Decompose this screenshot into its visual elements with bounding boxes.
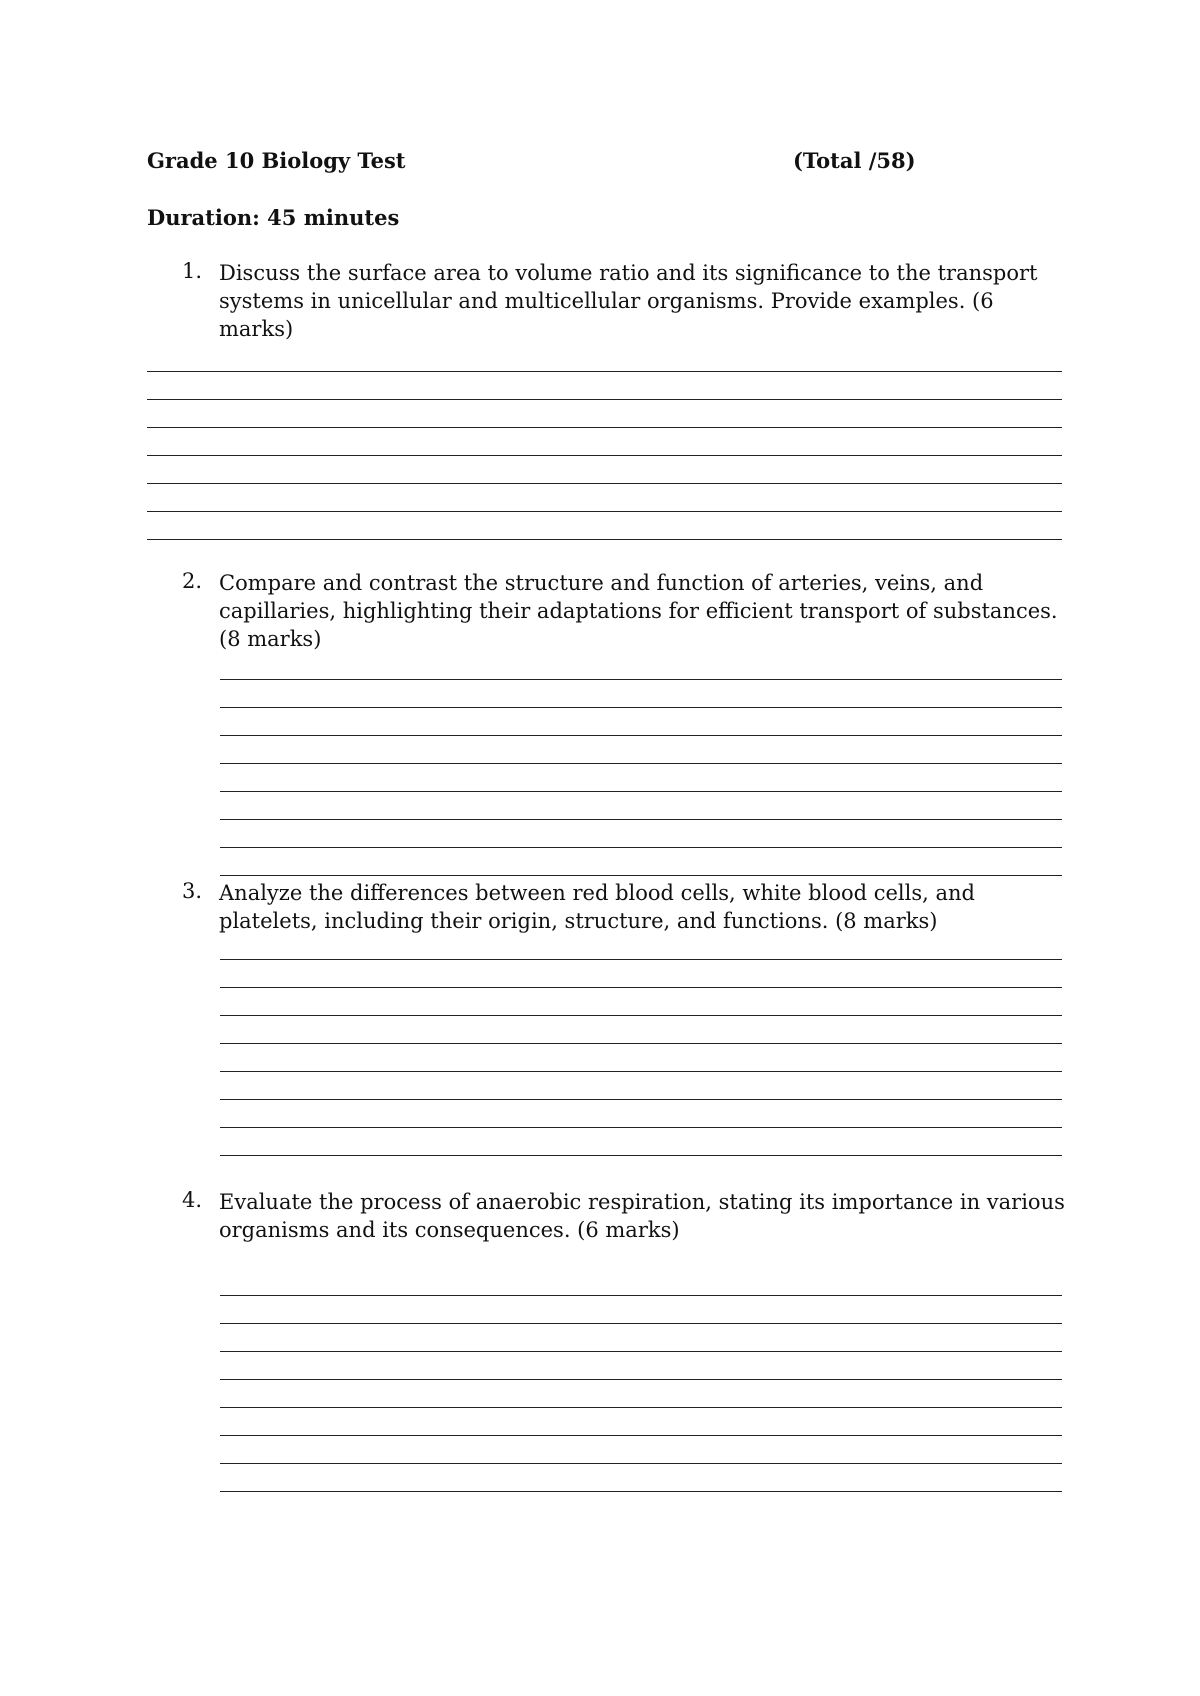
answer-line[interactable] (220, 763, 1062, 764)
answer-line[interactable] (147, 427, 1062, 428)
answer-line[interactable] (220, 1127, 1062, 1128)
test-header (147, 148, 1047, 178)
answer-line[interactable] (220, 819, 1062, 820)
question-3 (147, 879, 1067, 1179)
answer-line[interactable] (220, 1323, 1062, 1324)
answer-area[interactable] (220, 959, 1062, 1159)
test-title: Grade 10 Biology Test (147, 148, 406, 173)
question-number: 4. (182, 1188, 203, 1212)
answer-line[interactable] (220, 679, 1062, 680)
question-text: Analyze the differences between red blood cells, white blood cells, and platelets, including their origin, structure, and functions. (8 marks) (219, 881, 975, 933)
answer-line[interactable] (220, 735, 1062, 736)
answer-line[interactable] (220, 1155, 1062, 1156)
answer-line[interactable] (220, 1295, 1062, 1296)
answer-line[interactable] (147, 539, 1062, 540)
answer-line[interactable] (147, 371, 1062, 372)
answer-line[interactable] (220, 1407, 1062, 1408)
answer-line[interactable] (220, 1015, 1062, 1016)
answer-line[interactable] (220, 1071, 1062, 1072)
question-number: 3. (182, 879, 203, 903)
question-4 (147, 1188, 1067, 1508)
answer-line[interactable] (220, 987, 1062, 988)
answer-line[interactable] (220, 1463, 1062, 1464)
answer-line[interactable] (220, 1435, 1062, 1436)
answer-line[interactable] (220, 707, 1062, 708)
question-number: 2. (182, 569, 203, 593)
answer-line[interactable] (220, 791, 1062, 792)
answer-area[interactable] (147, 371, 1062, 541)
total-marks: (Total /58) (793, 148, 916, 173)
answer-line[interactable] (220, 1379, 1062, 1380)
answer-line[interactable] (220, 875, 1062, 876)
question-text: Evaluate the process of anaerobic respiration, stating its importance in various organisms and its consequences. (6 marks) (219, 1190, 1065, 1242)
answer-line[interactable] (220, 1351, 1062, 1352)
answer-line[interactable] (220, 1099, 1062, 1100)
answer-line[interactable] (147, 399, 1062, 400)
question-text: Compare and contrast the structure and function of arteries, veins, and capillaries, highlighting their adaptations for efficient transport of substances. (8 marks) (219, 571, 1058, 651)
answer-line[interactable] (147, 511, 1062, 512)
answer-line[interactable] (220, 959, 1062, 960)
question-1 (147, 259, 1067, 559)
answer-line[interactable] (220, 1043, 1062, 1044)
question-2 (147, 569, 1067, 889)
answer-line[interactable] (220, 847, 1062, 848)
answer-line[interactable] (147, 483, 1062, 484)
answer-line[interactable] (147, 455, 1062, 456)
answer-area[interactable] (220, 679, 1062, 879)
question-text: Discuss the surface area to volume ratio and its significance to the transport systems in unicellular and multicellular organisms. Provide examples. (6 marks) (219, 261, 1038, 341)
answer-line[interactable] (220, 1491, 1062, 1492)
duration: Duration: 45 minutes (147, 205, 400, 230)
question-number: 1. (182, 259, 203, 283)
answer-area[interactable] (220, 1295, 1062, 1495)
